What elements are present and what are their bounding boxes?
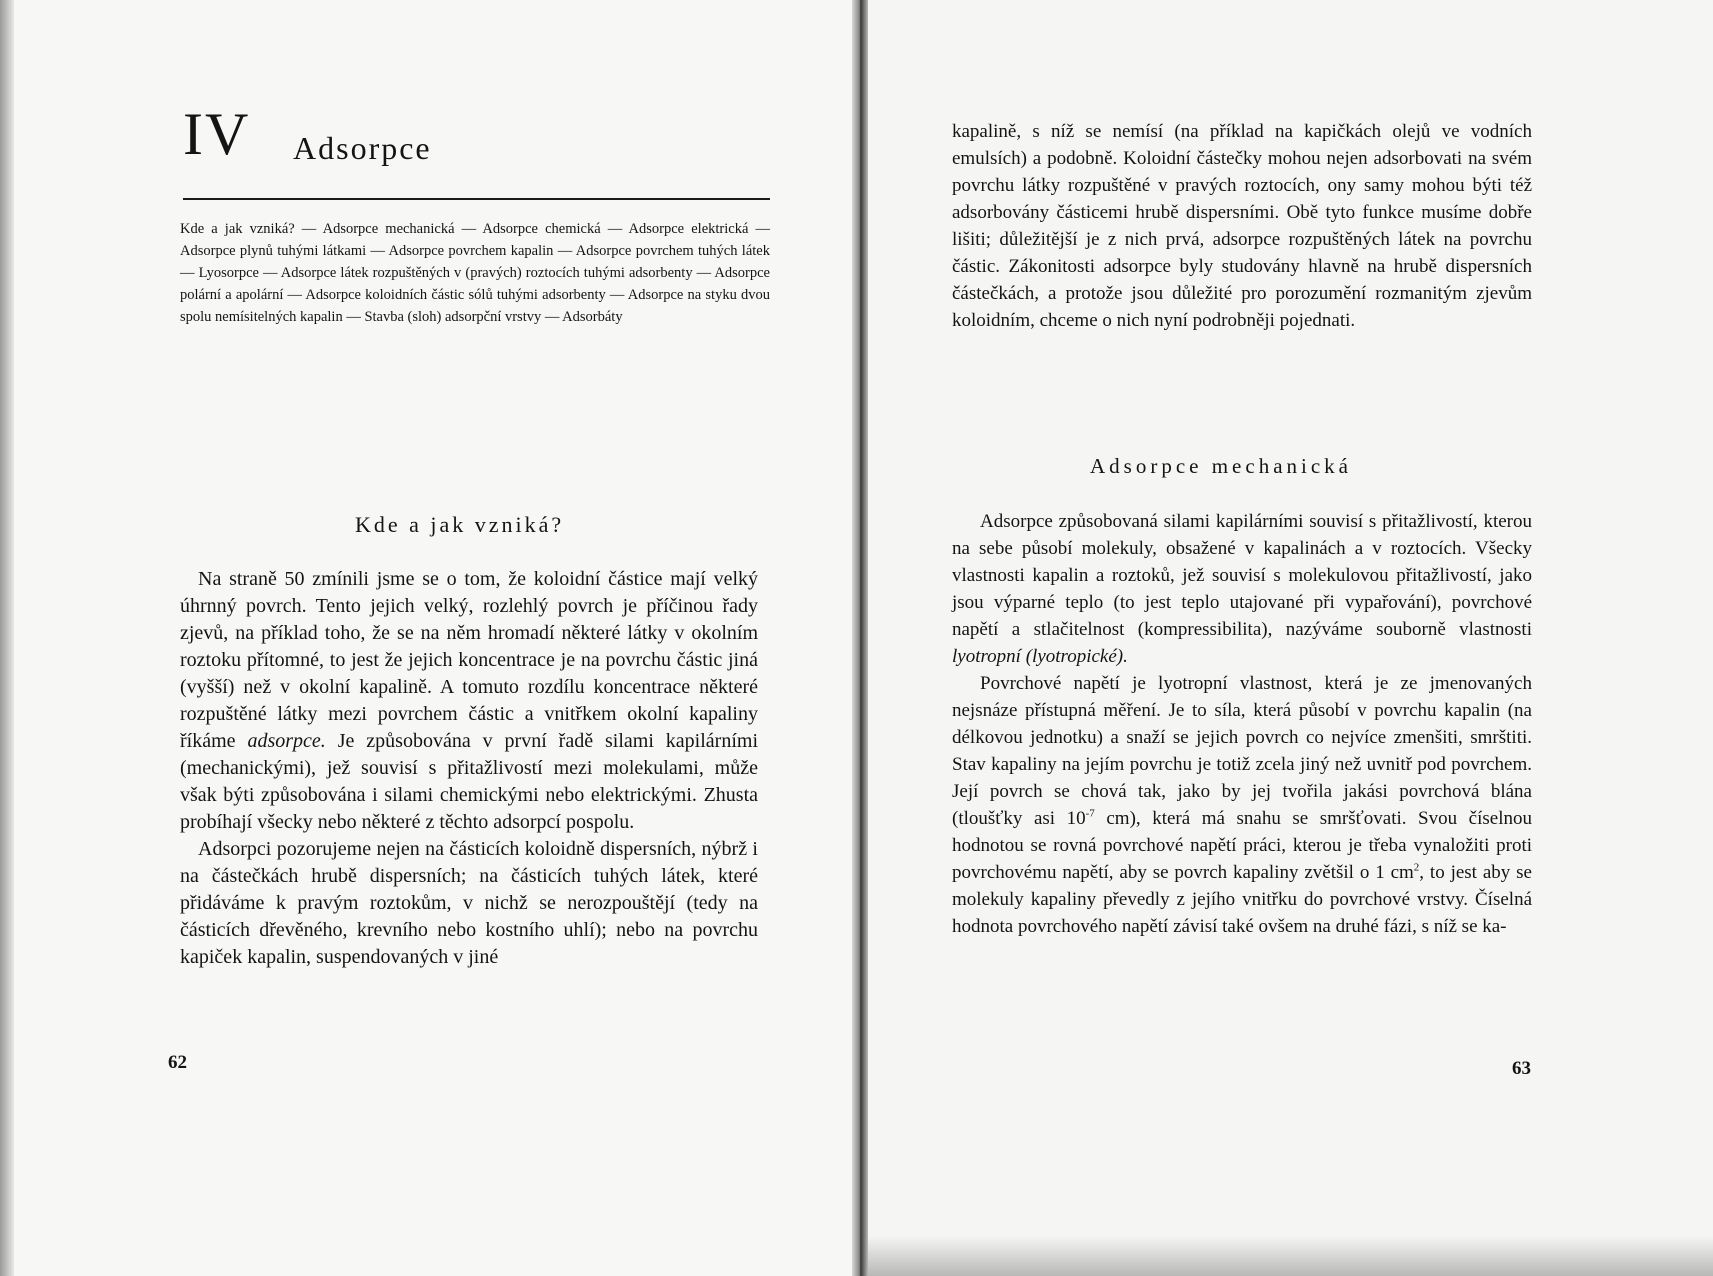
exponent: 2 <box>1413 861 1420 874</box>
chapter-heading <box>183 101 773 167</box>
exponent: -7 <box>1085 807 1095 820</box>
right-body-text <box>952 508 1532 940</box>
chapter-contents-summary: Kde a jak vzniká? — Adsorpce mechanická — Adsorpce chemická — Adsorpce elektrická — Adsorpce plynů tuhými látkami — Adsorpce povrchem kapalin — Adsorpce povrchem tuhých látek — Lyosorpce — Adsorpce látek rozpuštěných v (pravých) roztocích tuhými adsorbenty — Adsorpce polární a apolární — Adsorpce koloidních částic sólů tuhými adsorbenty — Adsorpce na styku dvou spolu nemísitelných kapalin — Stavba (sloh) adsorpční vrstvy — Adsorbáty <box>180 221 770 325</box>
page-edge-shadow <box>0 0 14 1276</box>
paragraph: Na straně 50 zmínili jsme se o tom, že koloidní částice mají velký úhrnný povrch. Tento jejich velký, rozlehlý povrch je příčinou řady zjevů, na příklad toho, že se na něm hromadí některé látky v okolním roztoku přítomné, to jest že jejich koncentrace je na povrchu částic jiná (vyšší) než v okolní kapalině. A tomuto rozdílu koncentrace některé rozpuštěné látky mezi povrchem částic a vnitřkem okolní kapaliny říkáme adsorpce. Je způsobována v první řadě silami kapilárními (mechanickými), jež souvisí s přitažlivostí mezi molekulami, může však býti způsobována i silami chemickými nebo elektrickými. Zhusta probíhají všecky nebo některé z těchto adsorpcí pospolu. <box>180 568 758 833</box>
chapter-number: IV <box>183 101 251 167</box>
book-gutter <box>852 0 868 1276</box>
right-page <box>860 0 1713 1276</box>
chapter-title: Adsorpce <box>293 130 432 166</box>
paragraph: Adsorpce způsobovaná silami kapilárními souvisí s přitažlivostí, kterou na sebe působí molekuly, obsažené v kapalinách a v roztocích. Všecky vlastnosti kapalin a roztoků, jež souvisí s molekulovou přitažlivostí, jako jsou výparné teplo (to jest teplo utajované při vypařování), povrchové napětí a stlačitelnost (kompressibilita), nazýváme souborně vlastnosti lyotropní (lyotropické). <box>952 511 1532 667</box>
section-heading: Adsorpce mechanická <box>1090 454 1352 478</box>
page-number: 62 <box>168 1052 187 1073</box>
page-bottom-shadow <box>868 1236 1713 1276</box>
left-body-text <box>180 566 758 971</box>
page-number: 63 <box>1512 1058 1531 1079</box>
paragraph: Povrchové napětí je lyotropní vlastnost, která je ze jmenovaných nejsnáze přístupná měření. Je to síla, která působí v povrchu kapalin (na délkovou jednotku) a snaží se jejich povrch co nejvíce zmenšiti, smrštiti. Stav kapaliny na jejím povrchu je totiž zcela jiný než uvnitř pod povrchem. Její povrch se chová tak, jako by jej tvořila jakási povrchová blána (tloušťky asi $10^{-7}$ cm), která má snahu se smršťovati. Svou číselnou hodnotou se rovná povrchové napětí práci, kterou je třeba vynaložiti proti povrchovému napětí, aby se povrch kapaliny zvětšil o 1 $cm^2$, to jest aby se molekuly kapaliny převedly z jejího vnitřku do povrchové vrstvy. Číselná hodnota povrchového napětí závisí také ovšem na druhé fázi, s níž se ka- <box>952 673 1532 937</box>
heading-rule <box>183 198 770 200</box>
paragraph: kapalině, s níž se nemísí (na příklad na kapičkách olejů ve vodních emulsích) a podobně. Koloidní částečky mohou nejen adsorbovati na svém povrchu látky rozpuštěné v pravých roztocích, ony samy mohou býti též adsorbovány částicemi hrubě dispersními. Obě tyto funkce musíme dobře lišiti; důležitější je z nich prvá, adsorpce rozpuštěných látek na povrchu částic. Zákonitosti adsorpce byly studovány hlavně na hrubě dispersních částečkách, a protože jsou důležité pro porozumění rozmanitým zjevům koloidním, chceme o nich nyní podrobněji pojednati. <box>952 121 1532 331</box>
section-heading: Kde a jak vzniká? <box>355 512 565 537</box>
term-italic: adsorpce. <box>247 730 326 752</box>
term-italic: lyotropní (lyotropické). <box>952 646 1128 667</box>
right-continued-text <box>952 118 1532 334</box>
paragraph: Adsorpci pozorujeme nejen na částicích koloidně dispersních, nýbrž i na částečkách hrubě dispersních; na částicích tuhých látek, které přidáváme k pravým roztokům, v nichž se nerozpouštějí (tedy na částicích dřevěného, krevního nebo kostního uhlí); nebo na povrchu kapiček kapalin, suspendovaných v jiné <box>180 838 758 968</box>
